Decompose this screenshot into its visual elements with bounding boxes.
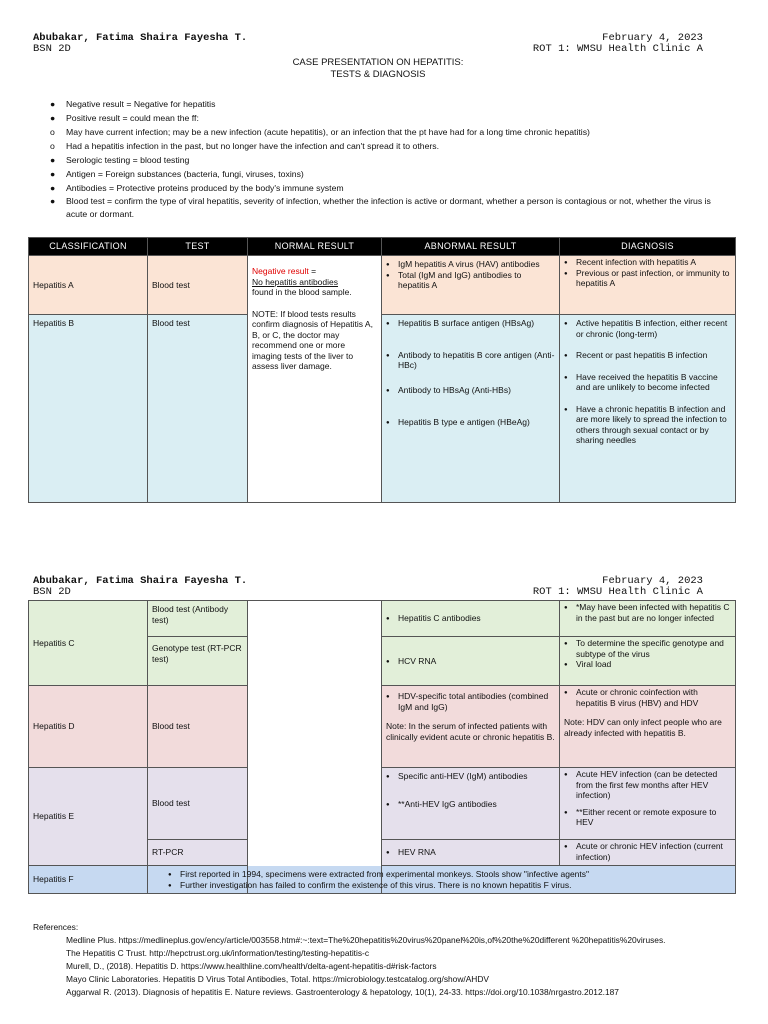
imaging-note: NOTE: If blood tests results confirm diagnosis of Hepatitis A, B, or C, the doctor may recommend one or more imaging tests of the liver to assess liver damage.	[252, 308, 373, 371]
course: BSN 2D	[33, 43, 71, 55]
reference-item: Murell, D., (2018). Hepatitis D. https://www.healthline.com/health/delta-agent-hepatitis-d#risk-factors	[66, 961, 437, 971]
list-item: ● Antigen = Foreign substances (bacteria, fungi, viruses, toxins)	[50, 169, 304, 179]
classification-cell: Hepatitis A	[29, 256, 148, 315]
abnormal-cell: ● Specific anti-HEV (IgM) antibodies ● **Anti-HEV IgG antibodies	[382, 768, 560, 840]
student-name: Abubakar, Fatima Shaira Fayesha T.	[33, 575, 248, 587]
list-item: ● Positive result = could mean the ff:	[50, 113, 199, 123]
list-item: ● Negative result = Negative for hepatitis	[50, 99, 216, 109]
test-cell: RT-PCR	[148, 840, 248, 866]
table-row	[29, 256, 736, 315]
key-points-list	[50, 97, 730, 221]
classification-cell: Hepatitis F	[29, 866, 148, 894]
test-cell: Blood test	[148, 686, 248, 768]
test-cell: Blood test	[148, 768, 248, 840]
hepatitis-f-notes: ● First reported in 1994, specimens were extracted from experimental monkeys. Stools show "infective agents" ● Further investigation has failed to confirm the existence of this virus. There is no known hepatitis F virus.	[148, 866, 736, 894]
abnormal-cell: ● HEV RNA	[382, 840, 560, 866]
hepatitis-table-c-f	[28, 600, 736, 894]
normal-result-cell	[248, 601, 382, 894]
hepatitis-table-a-b	[28, 237, 736, 503]
reference-item: The Hepatitis C Trust. http://hepctrust.org.uk/information/testing/testing-hepatitis-c	[66, 948, 370, 958]
test-cell: Genotype test (RT-PCR test)	[148, 637, 248, 686]
classification-cell: Hepatitis B	[29, 315, 148, 503]
abnormal-cell: ● HCV RNA	[382, 637, 560, 686]
list-item: ● Serologic testing = blood testing	[50, 155, 190, 165]
col-header-normal: NORMAL RESULT	[248, 238, 382, 256]
col-header-test: TEST	[148, 238, 248, 256]
references-heading: References:	[33, 922, 79, 932]
page-header	[33, 33, 703, 55]
course: BSN 2D	[33, 586, 71, 598]
abnormal-cell: ● IgM hepatitis A virus (HAV) antibodies ● Total (IgM and IgG) antibodies to hepatitis A	[382, 256, 560, 315]
list-item: ● Blood test = confirm the type of viral hepatitis, severity of infection, whether the infection is active or dormant, whether a person is contagious or not, whether the virus is acute or dormant.	[50, 196, 711, 219]
title-line-2: TESTS & DIAGNOSIS	[330, 69, 426, 80]
diagnosis-cell: ● Recent infection with hepatitis A ● Previous or past infection, or immunity to hepatitis A	[560, 256, 736, 315]
diagnosis-cell: ● Acute or chronic HEV infection (current infection)	[560, 840, 736, 866]
date: February 4, 2023	[602, 575, 703, 587]
reference-item: Medline Plus. https://medlineplus.gov/ency/article/003558.htm#:~:text=The%20hepatitis%20virus%20panel%20is,of%20the%20different %20hepatitis%20viruses.	[66, 935, 666, 945]
rotation: ROT 1: WMSU Health Clinic A	[532, 586, 703, 598]
test-cell: Blood test	[148, 256, 248, 315]
list-item: o May have current infection; may be a new infection (acute hepatitis), or an infection that the pt have had for a long time chronic hepatitis)	[50, 127, 590, 137]
normal-result-cell: Negative result = No hepatitis antibodies found in the blood sample. NOTE: If blood tests results confirm diagnosis of Hepatitis A, B, or C, the doctor may recommend one or more imaging tests of the liver to assess liver damage.	[248, 256, 382, 503]
diagnosis-cell: ● *May have been infected with hepatitis C in the past but are no longer infected	[560, 601, 736, 637]
table-row	[29, 866, 736, 894]
table-row	[29, 601, 736, 637]
student-name: Abubakar, Fatima Shaira Fayesha T.	[33, 32, 248, 44]
col-header-classification: CLASSIFICATION	[29, 238, 148, 256]
rotation: ROT 1: WMSU Health Clinic A	[532, 43, 703, 55]
page-header	[33, 576, 703, 598]
date: February 4, 2023	[602, 32, 703, 44]
table-header-row	[29, 238, 736, 256]
abnormal-cell: ● Hepatitis C antibodies	[382, 601, 560, 637]
table-row	[29, 768, 736, 840]
diagnosis-cell: ● Acute HEV infection (can be detected from the first few months after HEV infection) ● **Either recent or remote exposure to HEV	[560, 768, 736, 840]
col-header-abnormal: ABNORMAL RESULT	[382, 238, 560, 256]
abnormal-cell: ● Hepatitis B surface antigen (HBsAg) ● Antibody to hepatitis B core antigen (Anti-HBc) ● Antibody to HBsAg (Anti-HBs) ● Hepatitis B type e antigen (HBeAg)	[382, 315, 560, 503]
classification-cell: Hepatitis E	[29, 768, 148, 866]
diagnosis-cell: ● To determine the specific genotype and subtype of the virus ● Viral load	[560, 637, 736, 686]
references	[33, 921, 723, 999]
diagnosis-cell: ● Active hepatitis B infection, either recent or chronic (long-term) ● Recent or past hepatitis B infection ● Have received the hepatitis B vaccine and are unlikely to become infected ● Have a chronic hepatitis B infection and are more likely to spread the infection to others through sexual contact or by sharing needles	[560, 315, 736, 503]
list-item: ● Antibodies = Protective proteins produced by the body's immune system	[50, 183, 344, 193]
classification-cell: Hepatitis D	[29, 686, 148, 768]
list-item: o Had a hepatitis infection in the past, but no longer have the infection and can't spread it to others.	[50, 141, 440, 151]
diagnosis-cell: ● Acute or chronic coinfection with hepatitis B virus (HBV) and HDV Note: HDV can only infect people who are already infected with hepatitis B.	[560, 686, 736, 768]
test-cell: Blood test	[148, 315, 248, 503]
abnormal-cell: ● HDV-specific total antibodies (combined IgM and IgG) Note: In the serum of infected patients with clinically evident acute or chronic hepatitis B.	[382, 686, 560, 768]
classification-cell: Hepatitis C	[29, 601, 148, 686]
reference-item: Aggarwal R. (2013). Diagnosis of hepatitis E. Nature reviews. Gastroenterology & hepatology, 10(1), 24-33. https://doi.org/10.1038/nrgastro.2012.187	[66, 987, 619, 997]
table-row	[29, 686, 736, 768]
document-title	[0, 57, 756, 81]
title-line-1: CASE PRESENTATION ON HEPATITIS:	[292, 57, 464, 68]
col-header-diagnosis: DIAGNOSIS	[560, 238, 736, 256]
test-cell: Blood test (Antibody test)	[148, 601, 248, 637]
reference-item: Mayo Clinic Laboratories. Hepatitis D Virus Total Antibodies, Total. https://microbiology.testcatalog.org/show/AHDV	[66, 974, 489, 984]
table-row	[29, 315, 736, 503]
